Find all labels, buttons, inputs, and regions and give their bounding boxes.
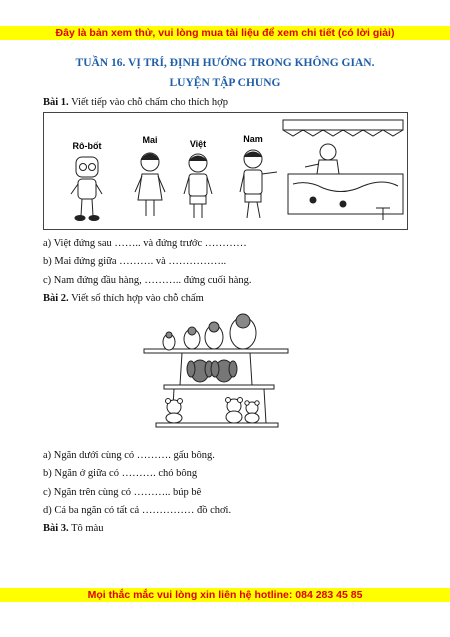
ice-cream-stall [283,120,403,220]
exercise-3-instruction: Tô màu [71,523,104,534]
exercise-2-instruction: Viết số thích hợp vào chỗ chấm [71,293,204,304]
queue-illustration [43,112,408,230]
page-subtitle: LUYỆN TẬP CHUNG [169,77,281,89]
hotline-banner: Mọi thắc mắc vui lòng xin liên hệ hotline: 084 283 45 85 [0,588,450,602]
exercise-1-item-b: b) Mai đứng giữa ………. và …………….. [43,256,227,267]
exercise-1-item-c: c) Nam đứng đầu hàng, ……….. đứng cuối hàng. [43,275,252,286]
toy-shelf-illustration [142,305,292,432]
exercise-3-heading [43,523,103,534]
teddy-bears [166,398,260,424]
exercise-2-item-c: c) Ngăn trên cùng có ……….. búp bê [43,487,202,498]
dolls [163,314,256,350]
exercise-3-label: Bài 3. [43,523,69,534]
exercise-1-item-a: a) Việt đứng sau …….. và đứng trước ………… [43,238,247,249]
exercise-2-item-a: a) Ngăn dưới cùng có ………. gấu bông. [43,450,215,461]
exercise-2-heading [43,293,204,304]
robot-figure [71,157,102,221]
mai-figure [135,153,165,216]
exercise-1-heading [43,97,228,108]
exercise-2-item-b: b) Ngăn ở giữa có ………. chó bông [43,468,198,479]
nam-figure [240,150,277,218]
label-mai: Mai [142,135,158,145]
label-nam: Nam [243,134,263,144]
exercise-2-item-d: d) Cả ba ngăn có tất cả …………… đồ chơi. [43,505,232,516]
viet-figure [184,154,212,218]
label-viet: Việt [189,139,207,149]
preview-banner: Đây là bản xem thử, vui lòng mua tài liệu để xem chi tiết (có lời giải) [0,26,450,40]
exercise-1-instruction: Viết tiếp vào chỗ chấm cho thích hợp [71,97,228,108]
exercise-1-label: Bài 1. [43,97,69,108]
stuffed-dogs [187,360,237,382]
page-title: TUẦN 16. VỊ TRÍ, ĐỊNH HƯỚNG TRONG KHÔNG GIAN. [75,57,375,69]
exercise-2-label: Bài 2. [43,293,69,304]
label-robot: Rô-bốt [72,141,102,151]
